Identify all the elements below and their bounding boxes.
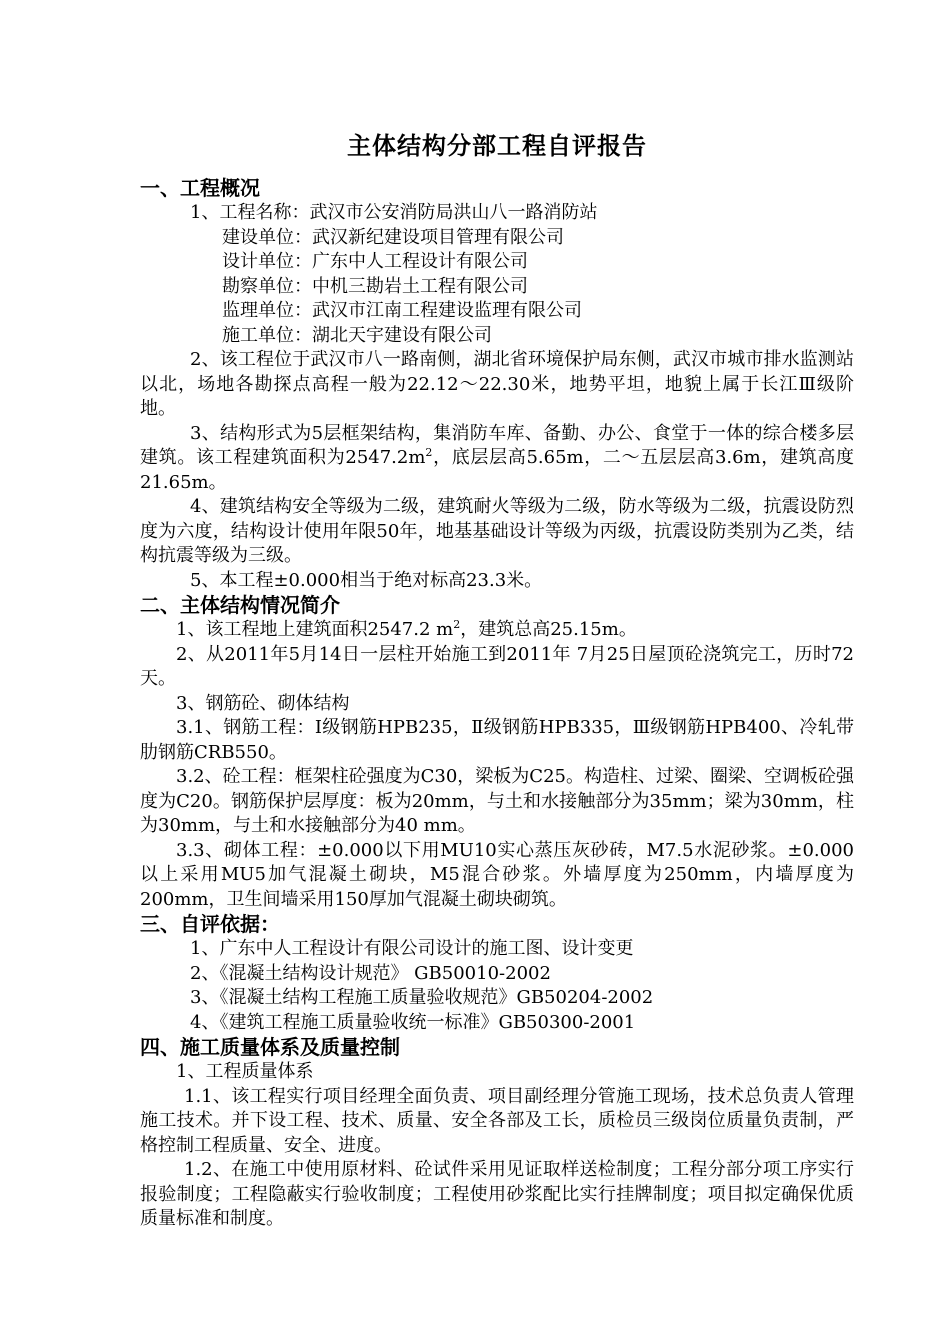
schedule-paragraph: 2、从2011年5月14日一层柱开始施工到2011年 7月25日屋顶砼浇筑完工，历时72天。 [140, 643, 854, 689]
basis-item-2: 2、《混凝土结构设计规范》 GB50010-2002 [190, 962, 551, 984]
area-paragraph [140, 618, 854, 643]
masonry-paragraph: 3.3、砌体工程：±0.000以下用MU10实心蒸压灰砂砖，M7.5水泥砂浆。±0.000以上采用MU5加气混凝土砌块，M5混合砂浆。外墙厚度为250mm，内墙厚度为200mm，卫生间墙采用150厚加气混凝土砌块砌筑。 [140, 839, 854, 910]
section-heading-overview: 一、工程概况 [140, 176, 260, 200]
document-body [140, 126, 854, 1232]
section-heading-basis: 三、自评依据： [140, 912, 280, 936]
survey-unit-line: 勘察单位：中机三勘岩土工程有限公司 [222, 275, 528, 297]
location-paragraph: 2、该工程位于武汉市八一路南侧，湖北省环境保护局东侧，武汉市城市排水监测站以北，场地各勘探点高程一般为22.12～22.30米，地势平坦，地貌上属于长江Ⅲ级阶地。 [140, 349, 854, 419]
structure-form-text-a: 3、结构形式为5层框架结构，集消防车库、备勤、办公、食堂于一体的综合楼多层建筑。该工程建筑面积为2547.2m [140, 422, 854, 468]
basis-item-1: 1、广东中人工程设计有限公司设计的施工图、设计变更 [190, 938, 634, 959]
structure-form-paragraph [140, 422, 854, 496]
area-text-b: ，建筑总高25.15m。 [460, 619, 637, 640]
basis-item-4: 4、《建筑工程施工质量验收统一标准》GB50300-2001 [190, 1011, 636, 1033]
structure-type-line: 3、钢筋砼、砌体结构 [176, 692, 350, 714]
design-unit-line: 设计单位：广东中人工程设计有限公司 [222, 251, 528, 272]
quality-system-line: 1、工程质量体系 [176, 1061, 314, 1082]
superscript-2: 2 [453, 618, 461, 631]
section-heading-quality: 四、施工质量体系及质量控制 [140, 1035, 400, 1059]
quality-inspection-paragraph: 1.2、在施工中使用原材料、砼试件采用见证取样送检制度；工程分部分项工序实行报验制度；工程隐蔽实行验收制度；工程使用砂浆配比实行挂牌制度；项目拟定确保优质质量标准和制度。 [140, 1159, 854, 1229]
elevation-paragraph: 5、本工程±0.000相当于绝对标高23.3米。 [190, 569, 543, 591]
section-heading-main-structure: 二、主体结构情况简介 [140, 593, 340, 617]
supervision-unit-line: 监理单位：武汉市江南工程建设监理有限公司 [222, 300, 582, 321]
superscript-2: 2 [425, 446, 433, 459]
rebar-paragraph: 3.1、钢筋工程：Ⅰ级钢筋HPB235，Ⅱ级钢筋HPB335，Ⅲ级钢筋HPB400、冷轧带肋钢筋CRB550。 [140, 717, 854, 763]
concrete-paragraph: 3.2、砼工程：框架柱砼强度为C30，梁板为C25。构造柱、过梁、圈梁、空调板砼强度为C20。钢筋保护层厚度：板为20mm，与土和水接触部分为35mm；梁为30mm，柱为30mm，与土和水接触部分为40 mm。 [140, 766, 854, 836]
project-name-line: 1、工程名称：武汉市公安消防局洪山八一路消防站 [190, 202, 598, 223]
owner-unit-line: 建设单位：武汉新纪建设项目管理有限公司 [222, 226, 564, 248]
area-text-a: 1、该工程地上建筑面积2547.2 m [176, 619, 454, 640]
document-title: 主体结构分部工程自评报告 [347, 131, 647, 160]
structure-form-text-b: ，底层层高5.65m，二～五层层高3.6m，建筑高度21.65m。 [140, 447, 854, 493]
grade-paragraph: 4、建筑结构安全等级为二级，建筑耐火等级为二级，防水等级为二级，抗震设防烈度为六度，结构设计使用年限50年，地基基础设计等级为丙级，抗震设防类别为乙类，结构抗震等级为三级。 [140, 496, 854, 566]
basis-item-3: 3、《混凝土结构工程施工质量验收规范》GB50204-2002 [190, 987, 654, 1008]
quality-responsibility-paragraph: 1.1、该工程实行项目经理全面负责、项目副经理分管施工现场，技术总负责人管理施工技术。并下设工程、技术、质量、安全各部及工长，质检员三级岗位质量负责制，严格控制工程质量、安全、进度。 [140, 1085, 854, 1156]
construction-unit-line: 施工单位：湖北天宇建设有限公司 [222, 324, 492, 346]
